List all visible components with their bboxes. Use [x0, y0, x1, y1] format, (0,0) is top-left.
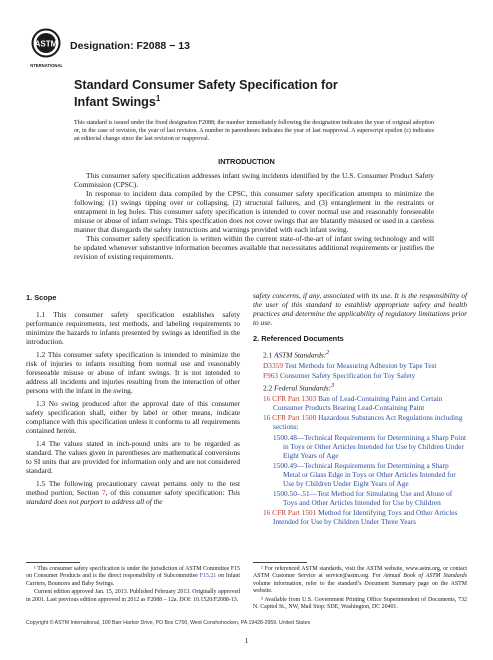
footnote-3: ³ Available from U.S. Government Printing Office Superintendent of Documents, 732 N. Capitol St., NW, Mail Stop: SDE, Washington, DC 20401. [253, 596, 467, 610]
references-heading: 2. Referenced Documents [253, 333, 344, 343]
footnote-divider-right [253, 562, 307, 563]
federal-label: 2.2 [263, 383, 275, 393]
ref-cfr-1501-link[interactable]: 16 CFR Part 1501 [263, 508, 317, 518]
intro-paragraph-1: This consumer safety specification addresses infant swing incidents identified by the U.S. Consumer Product Safety Commission (CPSC). [74, 171, 434, 190]
intro-paragraph-2: In response to incident data compiled by the CPSC, this consumer safety specification attempts to minimize the following: (1) swings tipping over or collapsing, (2) structural failures, and (3) entanglement in the restraints or entrapment in leg holes. This consumer safety specification is intended to cover normal use and reasonably foreseeable misuse or abuse of infant swings. This specification does not cover swings that are blatantly misused or used in a careless manner that disregards the safety instructions and warnings provided with each infant swing. [74, 189, 434, 235]
federal-label-italic: Federal Standards: [274, 383, 332, 393]
astm-standards-heading [253, 349, 467, 360]
introduction-heading: INTRODUCTION [218, 157, 275, 166]
subcommittee-f15-21-link[interactable]: F15.21 [199, 573, 217, 580]
left-column [26, 292, 240, 511]
scope-1-5-caveat: This standard does not purport to address all of the [26, 487, 240, 506]
section-7-link[interactable]: 7 [101, 487, 106, 497]
scope-1-1: 1.1 This consumer safety specification establishes safety performance requirements, test methods, and labeling requirements to minimize the hazards to infants presented by swings as identified in the introduction. [26, 309, 240, 346]
svg-text:ASTM: ASTM [34, 39, 58, 49]
ref-1500-49[interactable]: 1500.49—Technical Requirements for Determining a Sharp Metal or Glass Edge in Toys or Other Articles Intended for Use by Children Under Eight Years of Age [273, 460, 456, 488]
title-line-2 [74, 92, 414, 109]
footnotes-right [253, 566, 467, 613]
ref-cfr-1500-link[interactable]: 16 CFR Part 1500 [263, 413, 317, 423]
ref-cfr-1303-link[interactable]: 16 CFR Part 1303 [263, 394, 317, 404]
ref-d3359 [253, 362, 467, 371]
ref-f963-title[interactable]: Consumer Safety Specification for Toy Safety [278, 370, 416, 380]
designation: Designation: F2088 − 13 [70, 40, 190, 52]
ref-cfr-1303-title[interactable]: Ban of Lead-Containing Paint and Certain Consumer Products Bearing Lead-Containing Paint [273, 394, 443, 412]
footnote-1-edition: Current edition approved Jan. 15, 2013. Published February 2013. Originally approved in 2001. Last previous edition approved in 2012 as F2088 – 12a. DOI: 10.1520/F2088-13. [26, 589, 240, 603]
ref-cfr-1303 [253, 395, 467, 413]
page-number: 1 [244, 636, 249, 645]
title-line-1: Standard Consumer Safety Specification for [74, 78, 338, 92]
scope-1-3: 1.3 No swing produced after the approval date of this consumer safety specification shall, either by label or other means, indicate compliance with this specification unless it conforms to all requirements contained herein. [26, 398, 240, 435]
issuance-notice: This standard is issued under the fixed designation F2088; the number immediately following the designation indicates the year of original adoption or, in the case of revision, the year of last revision. A number in parentheses indicates the year of last reapproval. A superscript epsilon (ε) indicates an editorial change since the last revision or reapproval. [74, 120, 434, 143]
footnotes-left [26, 566, 240, 605]
ref-f963 [253, 372, 467, 381]
scope-1-5 [26, 480, 240, 507]
introduction-body [74, 171, 434, 261]
ref-f963-link[interactable]: F963 [263, 370, 279, 380]
footnote-2-text: ² For referenced ASTM standards, visit the ASTM website, www.astm.org, or contact ASTM Customer Service at service@astm.org. For [253, 566, 467, 580]
title-footnote-marker: 1 [155, 94, 161, 103]
federal-standards-heading [253, 382, 467, 393]
ref-cfr-1500-title[interactable]: Hazardous Substances Act Regulations including sections: [273, 413, 463, 432]
astm-logo [30, 28, 62, 72]
footnote-1 [26, 566, 240, 588]
astm-label: 2.1 [263, 350, 275, 360]
footnote-2 [253, 566, 467, 595]
svg-text:INTERNATIONAL: INTERNATIONAL [30, 63, 62, 68]
ref-cfr-1501 [253, 509, 467, 527]
ref-cfr-1500 [253, 414, 467, 432]
footnote-1-text: ¹ This consumer safety specification is under the jurisdiction of ASTM Committee F15 on Consumer Products and is the direct responsibility of Subcommittee [26, 566, 240, 580]
ref-d3359-title[interactable]: Test Methods for Measuring Adhesion by Tape Test [283, 360, 437, 370]
right-column [253, 292, 467, 529]
scope-1-5-text: 1.5 The following precautionary caveat pertains only to the test method portion, Section [26, 478, 240, 497]
document-title [74, 78, 414, 109]
astm-footnote-marker: 2 [326, 349, 330, 356]
footnote-1-text-b: on Infant Carriers, Bouncers and Baby Swings. [26, 573, 240, 587]
scope-1-5-text-b: , of this consumer safety specification: [105, 487, 228, 497]
copyright-footer: Copyright © ASTM International, 100 Barr Harbor Drive, PO Box C700, West Conshohocken, PA 19428-2959. United States [26, 620, 311, 626]
ref-cfr-1501-title[interactable]: Method for Identifying Toys and Other Articles Intended for Use by Children Under Three Years [273, 508, 458, 527]
scope-1-5-continued: safety concerns, if any, associated with its use. It is the responsibility of the user of this standard to establish appropriate safety and health practices and determine the applicability of regulatory limitations prior to use. [253, 291, 467, 327]
ref-d3359-link[interactable]: D3359 [263, 360, 283, 370]
footnote-2-text-b: volume information, refer to the standard’s Document Summary page on the ASTM website. [253, 580, 467, 594]
federal-footnote-marker: 3 [331, 383, 335, 390]
ref-1500-48[interactable]: 1500.48—Technical Requirements for Determining a Sharp Point in Toys or Other Articles Intended for Use by Children Under Eight Years of Age [273, 432, 467, 460]
intro-paragraph-3: This consumer safety specification is written within the current state-of-the-art of infant swing technology and will be updated whenever substantive information becomes available that necessitates additional requirements or justifies the revision of existing requirements. [74, 234, 434, 262]
astm-label-italic: ASTM Standards: [274, 350, 327, 360]
title-line-2-text: Infant Swings [74, 95, 156, 110]
astm-logo-icon [30, 28, 62, 72]
footnote-divider-left [26, 562, 80, 563]
ref-1500-50[interactable]: 1500.50–.51—Test Method for Simulating Use and Abuse of Toys and Other Articles Intended for Use by Children [273, 489, 453, 508]
scope-1-4: 1.4 The values stated in inch-pound units are to be regarded as standard. The values given in parentheses are mathematical conversions to SI units that are provided for information only and are not considered standard. [26, 438, 240, 475]
scope-heading: 1. Scope [26, 293, 57, 302]
footnote-2-italic: Annual Book of ASTM Standards [383, 573, 467, 580]
scope-1-2: 1.2 This consumer safety specification is intended to minimize the risk of injuries to infants resulting from normal use and reasonably foreseeable misuse or abuse of infant swings. It is not intended to address all incidents and injuries resulting from the interaction of other persons with the infant in the swing. [26, 349, 240, 395]
